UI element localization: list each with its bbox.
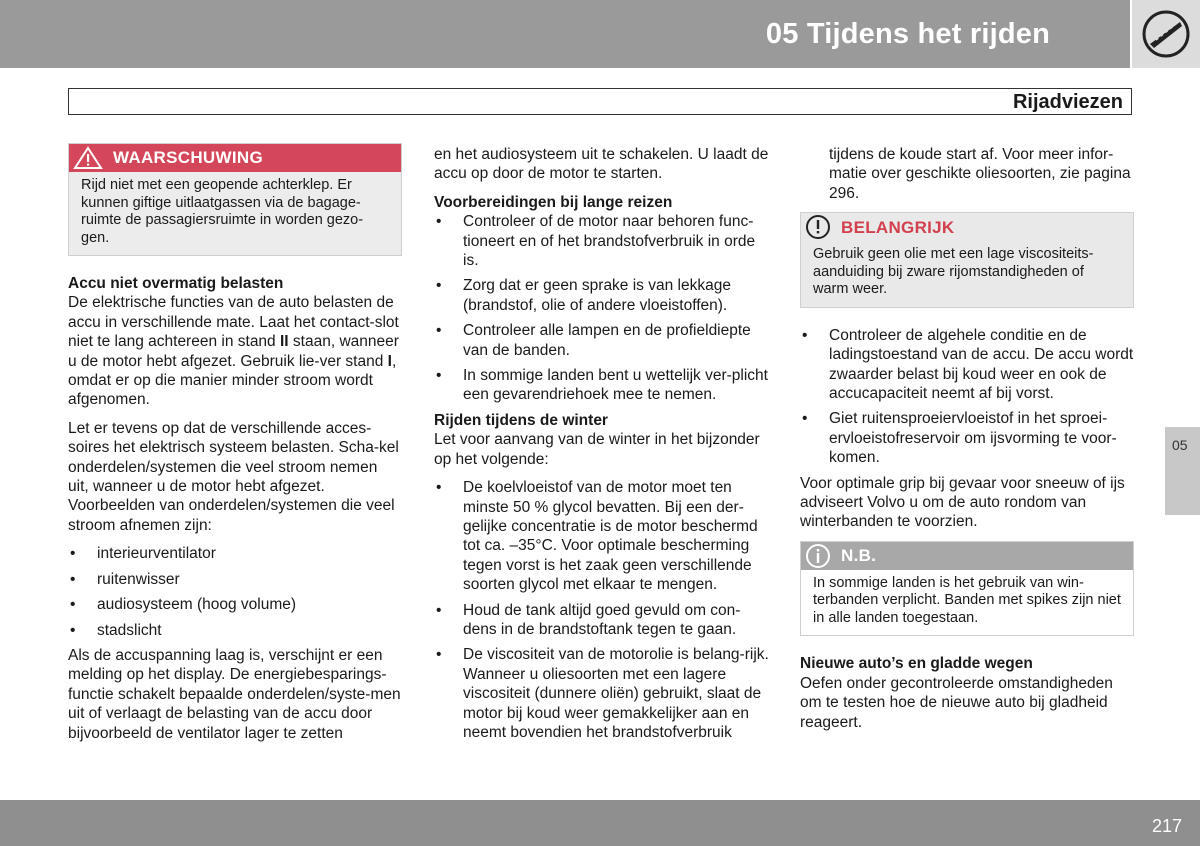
paragraph-continued-bullet: tijdens de koude start af. Voor meer infor-matie over geschikte oliesoorten, zie pagina 296. bbox=[829, 146, 1131, 202]
section-title: Rijadviezen bbox=[1012, 91, 1123, 113]
reizen-list bbox=[434, 212, 770, 405]
section-title-box bbox=[68, 88, 1132, 115]
important-text: Gebruik geen olie met een lage viscositeits-aanduiding bij zware rijomstandigheden of warm weer. bbox=[813, 246, 1094, 298]
paragraph-winter: Let voor aanvang van de winter in het bijzonder op het volgende: bbox=[434, 431, 760, 468]
chapter-header-bar bbox=[0, 0, 1130, 68]
list-item: • stadslicht bbox=[68, 621, 402, 640]
stand-II: II bbox=[279, 333, 289, 351]
paragraph-accu bbox=[68, 293, 402, 409]
para-text: De elektrische functies van de auto belasten de accu in verschillende mate. Laat het contact-slot niet te lang achtereen in stand bbox=[68, 294, 399, 351]
important-label: BELANGRIJK bbox=[841, 217, 955, 237]
important-header bbox=[801, 213, 1133, 241]
list-item: • interieurventilator bbox=[68, 544, 402, 563]
para-text: staan, wanneer u de motor hebt afgezet. Gebruik lie-ver stand bbox=[68, 333, 399, 370]
side-tab-label: 05 bbox=[1172, 437, 1188, 453]
column-2 bbox=[434, 145, 770, 748]
warning-header bbox=[69, 144, 401, 172]
paragraph-winterbanden: Voor optimale grip bij gevaar voor sneeuw of ijs adviseert Volvo u om de auto rondom van winterbanden te voorzien. bbox=[800, 474, 1125, 531]
accu-list bbox=[800, 326, 1134, 468]
nb-label: N.B. bbox=[841, 546, 877, 566]
list-item: • Zorg dat er geen sprake is van lekkage (brandstof, olie of andere vloeistoffen). bbox=[434, 276, 770, 315]
footer-bar bbox=[0, 800, 1200, 846]
paragraph-gladde-wegen: Oefen onder gecontroleerde omstandigheden om te testen hoe de nieuwe auto bij gladheid reageert. bbox=[800, 674, 1113, 731]
heading-accu: Accu niet overmatig belasten bbox=[68, 275, 284, 292]
list-item: • De koelvloeistof van de motor moet ten minste 50 % glycol bevatten. Bij een der-gelijke concentratie is de motor beschermd tot ca. –35°C. Voor optimale bescherming tegen vorst is het zaak geen verschillende soorten glycol met elkaar te mengen. bbox=[434, 478, 770, 594]
list-item: • Houd de tank altijd goed gevuld om con-dens in de brandstoftank tegen te gaan. bbox=[434, 601, 770, 640]
para-text: , omdat er op die manier minder stroom wordt afgenomen. bbox=[68, 352, 397, 409]
warning-text: Rijd niet met een geopende achterklep. Er kunnen giftige uitlaatgassen via de bagage-ruimte de passagiersruimte in worden gezo-gen. bbox=[69, 172, 401, 255]
list-item: • Giet ruitensproeiervloeistof in het sproei-ervloeistofreservoir om ijsvorming te voor-komen. bbox=[800, 409, 1134, 467]
accessory-list bbox=[68, 544, 402, 640]
list-item: • ruitenwisser bbox=[68, 570, 402, 589]
paragraph-accessoires: Let er tevens op dat de verschillende acces-soires het elektrisch systeem belasten. Scha-kel onderdelen/systemen die veel stroom nemen uit, wanneer u de motor hebt afgezet. Voorbeelden van onderdelen/systemen die veel stroom afnemen zijn: bbox=[68, 419, 399, 534]
important-box bbox=[800, 212, 1134, 308]
winter-list bbox=[434, 478, 770, 742]
chapter-side-tab[interactable] bbox=[1165, 427, 1200, 515]
warning-triangle-icon bbox=[73, 146, 103, 170]
stand-I: I bbox=[387, 352, 392, 370]
chapter-icon-box bbox=[1132, 0, 1200, 68]
list-item: • Controleer de algehele conditie en de ladingstoestand van de accu. De accu wordt zwaarder belast bij koud weer en ook de accucapaciteit neemt af bij vorst. bbox=[800, 326, 1134, 404]
list-item: • audiosysteem (hoog volume) bbox=[68, 595, 402, 614]
column-1 bbox=[68, 143, 402, 752]
list-item: • In sommige landen bent u wettelijk ver-plicht een gevarendriehoek mee te nemen. bbox=[434, 366, 770, 405]
nb-box bbox=[800, 541, 1134, 637]
page-number: 217 bbox=[1151, 816, 1182, 836]
heading-lange-reizen: Voorbereidingen bij lange reizen bbox=[434, 193, 673, 211]
nb-header bbox=[801, 542, 1133, 570]
steering-wheel-road-icon bbox=[1142, 10, 1190, 58]
warning-label: WAARSCHUWING bbox=[113, 148, 263, 168]
nb-text: In sommige landen is het gebruik van win-terbanden verplicht. Banden met spikes zijn niet in alle landen toegestaan. bbox=[801, 570, 1133, 636]
paragraph-accuspanning: Als de accuspanning laag is, verschijnt er een melding op het display. De energiebesparings-functie schakelt bepaalde onderdelen/syste-men uit of verlaagt de belasting van de accu door bijvoorbeeld de ventilator lager te zetten bbox=[68, 646, 401, 742]
chapter-title: 05 Tijdens het rijden bbox=[765, 18, 1050, 50]
info-circle-icon bbox=[805, 543, 831, 569]
column-3 bbox=[800, 145, 1134, 741]
list-item: • Controleer alle lampen en de profieldiepte van de banden. bbox=[434, 321, 770, 360]
heading-gladde-wegen: Nieuwe auto’s en gladde wegen bbox=[800, 655, 1033, 673]
list-item: • De viscositeit van de motorolie is belang-rijk. Wanneer u oliesoorten met een lagere viscositeit (dunnere oliën) gebruikt, slaat de motor bij koud weer gemakkelijker aan en neemt bovendien het brandstofverbruik bbox=[434, 645, 770, 742]
warning-box bbox=[68, 143, 402, 256]
heading-winter: Rijden tijdens de winter bbox=[434, 411, 608, 429]
exclamation-circle-icon bbox=[805, 214, 831, 240]
paragraph-continued: en het audiosysteem uit te schakelen. U laadt de accu op door de motor te starten. bbox=[434, 146, 769, 183]
list-item: • Controleer of de motor naar behoren func-tioneert en of het brandstofverbruik in orde is. bbox=[434, 212, 770, 270]
